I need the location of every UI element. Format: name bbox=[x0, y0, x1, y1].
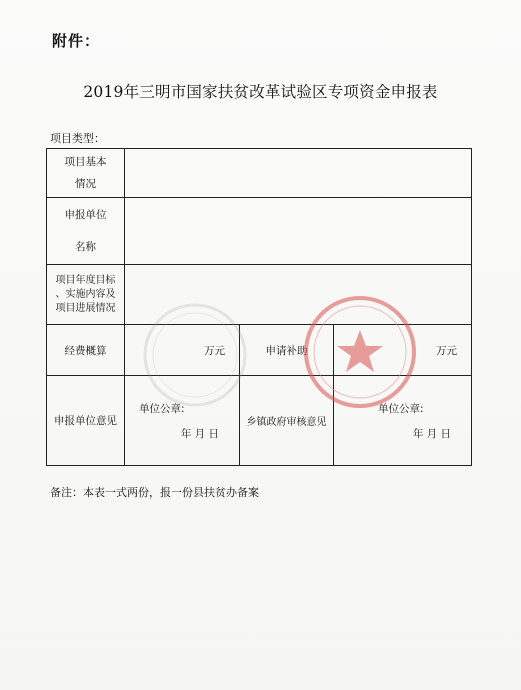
basic-info-label-cell bbox=[47, 149, 125, 198]
row-goals bbox=[47, 265, 472, 325]
row-budget bbox=[47, 325, 472, 376]
budget-field[interactable] bbox=[125, 325, 240, 376]
application-form-table bbox=[46, 148, 472, 466]
stamp-label-1: 单位公章: bbox=[139, 402, 185, 415]
goals-label-line3: 项目进展情况 bbox=[55, 302, 116, 314]
goals-label-cell bbox=[47, 265, 125, 325]
footer-note: 备注：本表一式两份，报一份县扶贫办备案 bbox=[50, 486, 259, 499]
applicant-label-line1: 申报单位 bbox=[64, 209, 107, 221]
subsidy-field[interactable] bbox=[334, 325, 472, 376]
budget-unit: 万元 bbox=[204, 344, 225, 357]
form-title: 2019年三明市国家扶贫改革试验区专项资金申报表 bbox=[83, 83, 438, 101]
town-review-label: 乡镇政府审核意见 bbox=[240, 376, 334, 466]
budget-label: 经费概算 bbox=[47, 325, 125, 376]
row-applicant bbox=[47, 198, 472, 265]
applicant-opinion-label: 申报单位意见 bbox=[47, 376, 125, 466]
row-opinions bbox=[47, 376, 472, 466]
town-review-field[interactable] bbox=[334, 376, 472, 466]
subsidy-label: 申请补助 bbox=[240, 325, 334, 376]
applicant-label-line2: 名称 bbox=[75, 241, 96, 253]
applicant-label-cell bbox=[47, 198, 125, 265]
goals-label-line1: 项目年度目标 bbox=[55, 274, 116, 286]
date-1: 年 月 日 bbox=[180, 427, 219, 440]
basic-info-label-line1: 项目基本 bbox=[64, 156, 107, 168]
row-basic-info bbox=[47, 149, 472, 198]
attachment-label: 附件： bbox=[52, 32, 101, 50]
subsidy-unit: 万元 bbox=[436, 344, 458, 357]
basic-info-label-line2: 情况 bbox=[75, 178, 96, 190]
applicant-name-field[interactable] bbox=[125, 198, 472, 265]
applicant-opinion-field[interactable] bbox=[125, 376, 240, 466]
goals-label-line2: 、实施内容及 bbox=[55, 288, 116, 300]
goals-field[interactable] bbox=[125, 265, 472, 325]
basic-info-field[interactable] bbox=[125, 149, 472, 198]
date-2: 年 月 日 bbox=[412, 427, 452, 440]
stamp-label-2: 单位公章: bbox=[378, 402, 424, 415]
project-type-label: 项目类型： bbox=[50, 132, 105, 145]
